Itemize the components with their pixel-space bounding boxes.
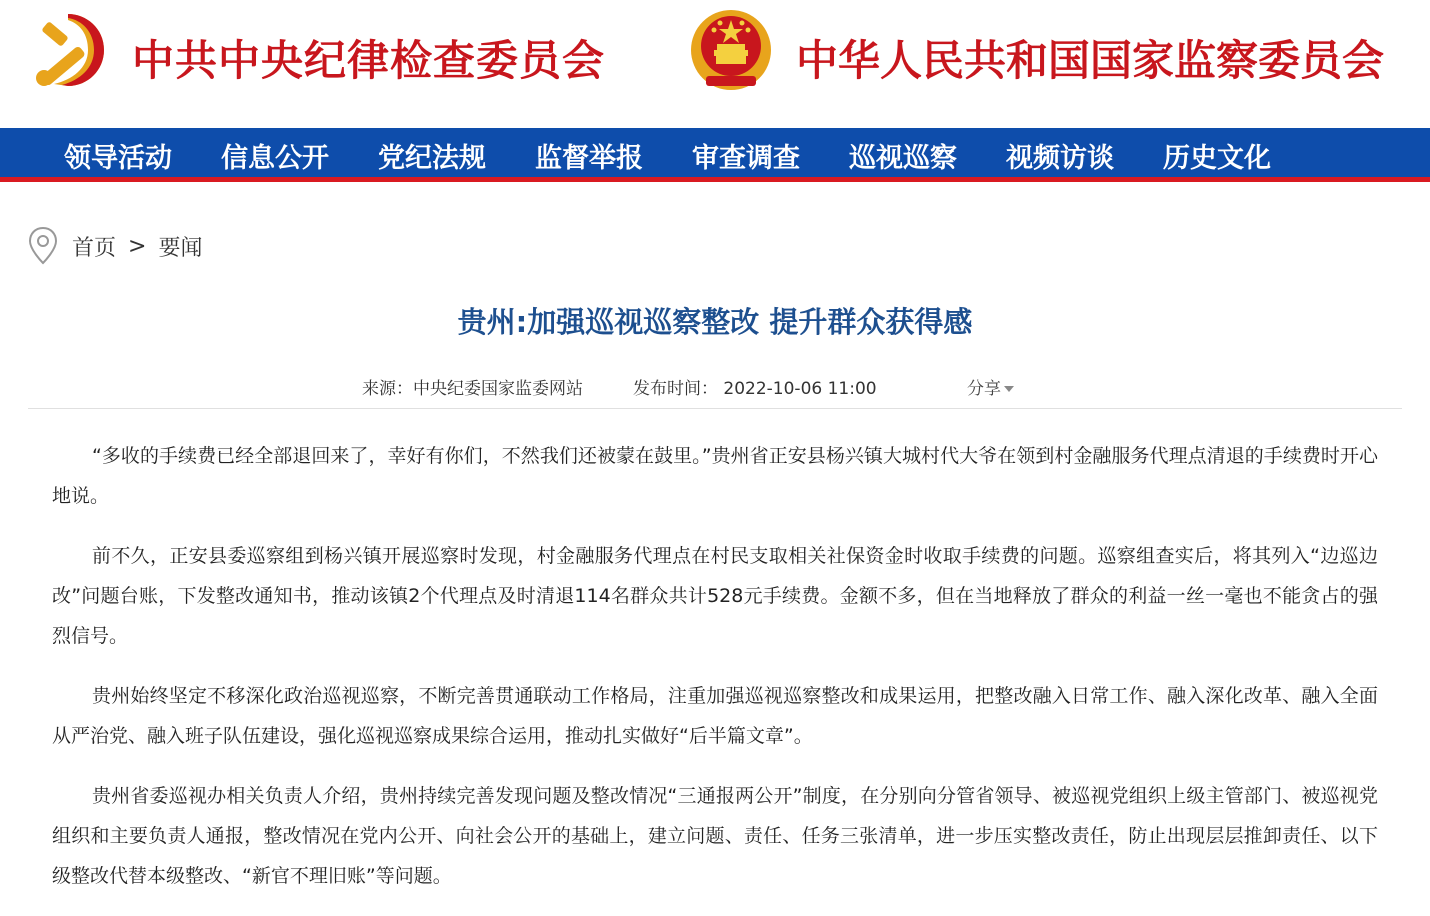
breadcrumb [28,226,202,266]
article-paragraph: “多收的手续费已经全部退回来了，幸好有你们，不然我们还被蒙在鼓里。”贵州省正安县杨兴镇大城村代大爷在领到村金融服务代理点清退的手续费时开心地说。 [52,445,1378,507]
main-navigation [0,128,1430,182]
article-paragraph: 前不久，正安县委巡察组到杨兴镇开展巡察时发现，村金融服务代理点在村民支取相关社保资金时收取手续费的问题。巡察组查实后，将其列入“边巡边改”问题台账，下发整改通知书，推动该镇2个代理点及时清退114名群众共计528元手续费。金额不多，但在当地释放了群众的利益一丝一毫也不能贪占的强烈信号。 [52,545,1378,647]
nav-item-regulations[interactable]: 党纪法规 [378,142,486,174]
article-title: 贵州:加强巡视巡察整改 提升群众获得感 [457,305,973,339]
divider [28,408,1402,409]
article-paragraph: 贵州省委巡视办相关负责人介绍，贵州持续完善发现问题及整改情况“三通报两公开”制度，在分别向分管省领导、被巡视党组织上级主管部门、被巡视党组织和主要负责人通报，整改情况在党内公开、向社会公开的基础上，建立问题、责任、任务三张清单，进一步压实整改责任，防止出现层层推卸责任、以下级整改代替本级整改、“新官不理旧账”等问题。 [52,785,1378,887]
nav-item-leadership[interactable]: 领导活动 [64,142,172,174]
nav-item-inspection[interactable]: 巡视巡察 [849,142,957,174]
location-pin-icon [28,226,58,266]
site-title-nsc[interactable]: 中华人民共和国国家监察委员会 [796,36,1385,85]
article-body [52,436,1378,916]
article-publish-time: 发布时间： 2022-10-06 11:00 [633,379,877,399]
breadcrumb-separator: > [128,233,147,259]
chevron-down-icon [1004,386,1014,392]
article-source: 来源：中央纪委国家监委网站 [362,379,583,399]
nav-item-investigation[interactable]: 审查调查 [692,142,800,174]
nav-item-information[interactable]: 信息公开 [221,142,329,174]
nav-item-video-interview[interactable]: 视频访谈 [1006,142,1114,174]
site-header [0,0,1430,128]
nav-item-supervision-report[interactable]: 监督举报 [535,142,643,174]
national-emblem-icon[interactable] [686,6,776,96]
share-label: 分享 [967,379,1001,399]
site-title-ccdi[interactable]: 中共中央纪律检查委员会 [132,36,606,85]
article-paragraph: 贵州始终坚定不移深化政治巡视巡察，不断完善贯通联动工作格局，注重加强巡视巡察整改和成果运用，把整改融入日常工作、融入深化改革、融入全面从严治党、融入班子队伍建设，强化巡视巡察成果综合运用，推动扎实做好“后半篇文章”。 [52,685,1378,747]
breadcrumb-home-link[interactable]: 首页 [72,235,117,261]
nav-item-history-culture[interactable]: 历史文化 [1163,142,1271,174]
breadcrumb-current-link[interactable]: 要闻 [158,235,203,261]
party-emblem-icon[interactable] [28,8,112,92]
share-button[interactable] [967,374,1014,399]
